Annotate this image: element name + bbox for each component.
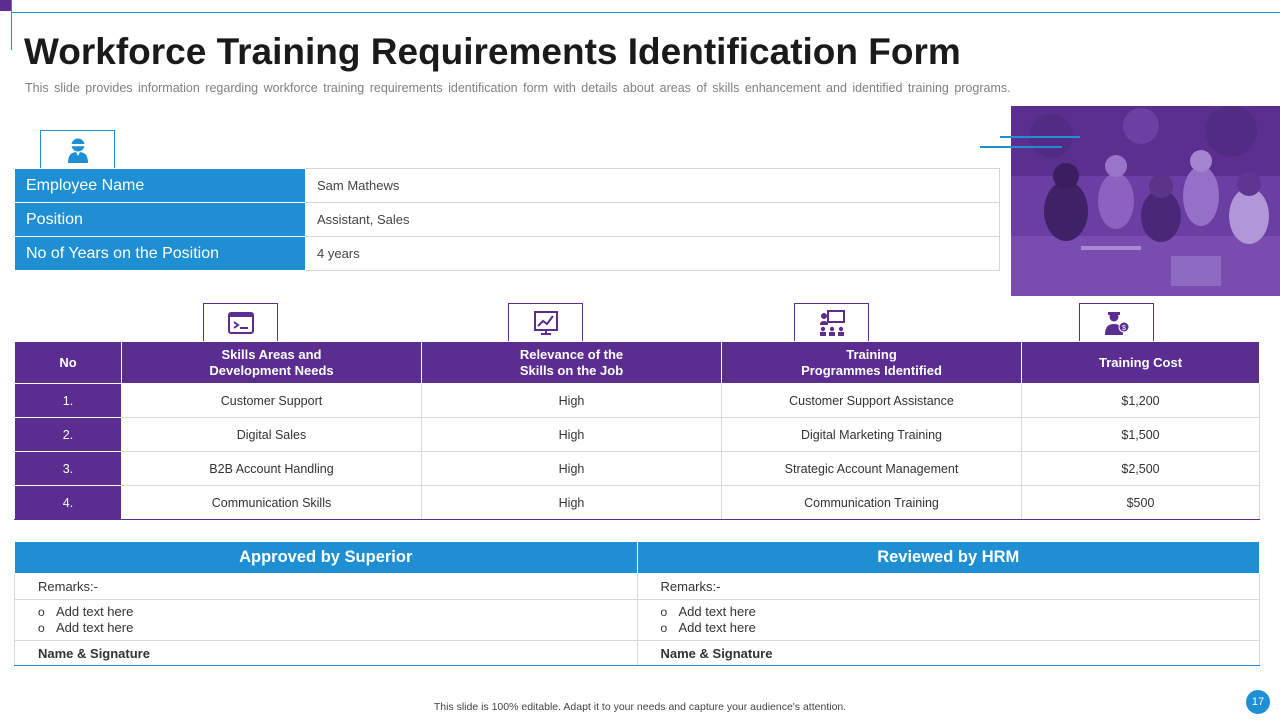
superior-remark-text[interactable]: Add text here (56, 604, 134, 619)
list-item (661, 620, 1237, 636)
presentation-team-icon (818, 310, 846, 336)
table-row (15, 418, 1260, 452)
hrm-signature-label: Name & Signature (637, 641, 1260, 666)
years-value[interactable]: 4 years (306, 237, 1000, 271)
superior-remark-text[interactable]: Add text here (56, 620, 134, 635)
team-meeting-illustration (1011, 106, 1280, 296)
position-value[interactable]: Assistant, Sales (306, 203, 1000, 237)
team-meeting-photo (1011, 106, 1280, 296)
skill-area-cell[interactable]: Communication Skills (122, 486, 422, 520)
relevance-cell[interactable]: High (422, 384, 722, 418)
approval-table (14, 541, 1260, 666)
training-cost-cell[interactable]: $1,200 (1022, 384, 1260, 418)
table-row (15, 486, 1260, 520)
relevance-cell[interactable]: High (422, 486, 722, 520)
employee-name-value[interactable]: Sam Mathews (306, 169, 1000, 203)
remarks-items-row (15, 600, 1260, 641)
training-cost-cell[interactable]: $2,500 (1022, 452, 1260, 486)
slide-subtitle: This slide provides information regarding workforce training requirements identification form with details about areas of skills enhancement and identified training programs. (25, 81, 1011, 95)
table-row (15, 452, 1260, 486)
employee-row (15, 237, 1000, 271)
hrm-remark-text[interactable]: Add text here (678, 620, 756, 635)
superior-signature-label: Name & Signature (15, 641, 638, 666)
slide-title: Workforce Training Requirements Identification Form (24, 31, 961, 72)
header-skills-areas-line1: Skills Areas and (221, 346, 322, 362)
list-item (661, 604, 1237, 620)
approved-by-superior-header: Approved by Superior (15, 542, 638, 574)
header-training-programmes (722, 342, 1022, 384)
bullet-icon: o (38, 621, 45, 635)
row-number: 1. (15, 384, 122, 418)
skills-icon-box (203, 303, 278, 342)
skills-table (14, 341, 1260, 520)
training-icon-box (794, 303, 869, 342)
row-number: 2. (15, 418, 122, 452)
header-relevance-line1: Relevance of the (519, 346, 624, 362)
training-cost-cell[interactable]: $1,500 (1022, 418, 1260, 452)
employee-name-label: Employee Name (15, 169, 306, 203)
terminal-icon (228, 312, 254, 334)
employee-row (15, 169, 1000, 203)
left-rule-line (11, 0, 12, 50)
position-label: Position (15, 203, 306, 237)
training-program-cell[interactable]: Communication Training (722, 486, 1022, 520)
header-skills-areas-line2: Development Needs (209, 362, 334, 378)
training-program-cell[interactable]: Strategic Account Management (722, 452, 1022, 486)
skill-area-cell[interactable]: Digital Sales (122, 418, 422, 452)
hrm-remarks-list (637, 600, 1260, 641)
employee-row (15, 203, 1000, 237)
corner-square-decoration (0, 0, 11, 11)
bullet-icon: o (660, 621, 668, 635)
decorative-line (980, 146, 1062, 148)
training-program-cell[interactable]: Customer Support Assistance (722, 384, 1022, 418)
list-item (38, 604, 614, 620)
svg-text:$: $ (1121, 325, 1126, 332)
header-relevance-line2: Skills on the Job (519, 362, 624, 378)
skills-table-header-row (15, 342, 1260, 384)
superior-remarks-label: Remarks:- (15, 574, 638, 600)
page-number-badge: 17 (1246, 690, 1270, 714)
footer-note: This slide is 100% editable. Adapt it to your needs and capture your audience's attention. (433, 701, 847, 713)
signature-row (15, 641, 1260, 666)
superior-remarks-list (15, 600, 638, 641)
remarks-row (15, 574, 1260, 600)
chart-board-icon (533, 310, 559, 336)
header-skills-areas (122, 342, 422, 384)
relevance-cell[interactable]: High (422, 452, 722, 486)
row-number: 4. (15, 486, 122, 520)
skill-area-cell[interactable]: B2B Account Handling (122, 452, 422, 486)
training-program-cell[interactable]: Digital Marketing Training (722, 418, 1022, 452)
user-icon (65, 137, 91, 163)
reviewed-by-hrm-header: Reviewed by HRM (637, 542, 1260, 574)
skill-area-cell[interactable]: Customer Support (122, 384, 422, 418)
bullet-icon: o (660, 605, 668, 619)
top-rule-line (11, 12, 1280, 13)
training-cost-cell[interactable]: $500 (1022, 486, 1260, 520)
money-person-icon (1104, 310, 1130, 336)
row-number: 3. (15, 452, 122, 486)
header-no: No (15, 342, 122, 384)
header-training-cost: Training Cost (1022, 342, 1260, 384)
hrm-remark-text[interactable]: Add text here (678, 604, 756, 619)
relevance-cell[interactable]: High (422, 418, 722, 452)
employee-info-table (14, 168, 1000, 271)
hrm-remarks-label: Remarks:- (637, 574, 1260, 600)
list-item (38, 620, 614, 636)
header-relevance (422, 342, 722, 384)
approval-header-row (15, 542, 1260, 574)
years-label: No of Years on the Position (15, 237, 306, 271)
employee-icon-box (40, 130, 115, 169)
header-training-line1: Training (846, 346, 897, 362)
decorative-line (1000, 136, 1080, 138)
relevance-icon-box (508, 303, 583, 342)
cost-icon-box (1079, 303, 1154, 342)
table-row (15, 384, 1260, 418)
header-training-line2: Programmes Identified (801, 362, 942, 378)
bullet-icon: o (38, 605, 45, 619)
